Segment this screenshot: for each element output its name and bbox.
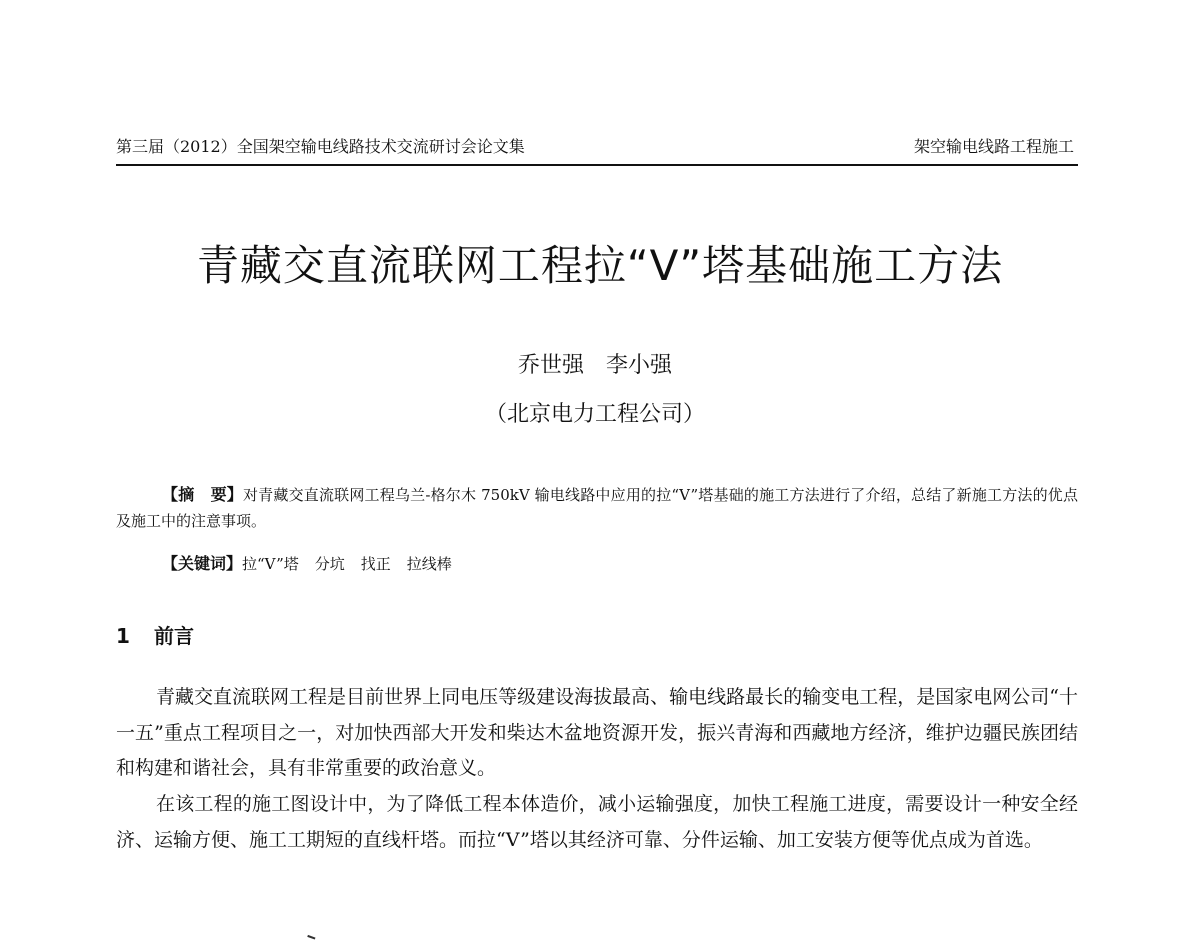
author-list [0, 351, 1190, 381]
section-title: 前言 [154, 624, 194, 648]
section-heading [116, 621, 194, 651]
abstract [116, 482, 1078, 534]
body-paragraph: 青藏交直流联网工程是目前世界上同电压等级建设海拔最高、输电线路最长的输变电工程，是国家电网公司“十一五”重点工程项目之一，对加快西部大开发和柴达木盆地资源开发，振兴青海和西藏地方经济，维护边疆民族团结和构建和谐社会，具有非常重要的政治意义。 [116, 686, 1078, 779]
running-header [116, 134, 1078, 166]
abstract-text: 对青藏交直流联网工程乌兰-格尔木 750kV 输电线路中应用的拉“V”塔基础的施工方法进行了介绍，总结了新施工方法的优点及施工中的注意事项。 [116, 486, 1078, 530]
keyword: 分坑 [314, 555, 345, 573]
author-affiliation: （北京电力工程公司） [484, 402, 705, 427]
author-name: 乔世强 [517, 353, 584, 378]
body-paragraph: 在该工程的施工图设计中，为了降低工程本体造价，减小运输强度，加快工程施工进度，需要设计一种安全经济、运输方便、施工工期短的直线杆塔。而拉“V”塔以其经济可靠、分件运输、加工安装方便等优点成为首选。 [116, 793, 1078, 851]
proceedings-title: 第三届（2012）全国架空输电线路技术交流研讨会论文集 [116, 137, 525, 156]
keyword: 找正 [360, 555, 391, 573]
keyword: 拉线棒 [406, 555, 452, 573]
keyword: 拉“V”塔 [242, 555, 299, 573]
scan-artifact [305, 935, 316, 947]
section-number: 1 [116, 624, 130, 648]
section-category: 架空输电线路工程施工 [913, 137, 1074, 156]
paper-title: 青藏交直流联网工程拉“V”塔基础施工方法 [196, 241, 1004, 290]
keywords-label: 【关键词】 [162, 554, 243, 573]
keywords [162, 551, 1078, 577]
author-name: 李小强 [606, 353, 673, 378]
abstract-label: 【摘 要】 [162, 485, 243, 504]
